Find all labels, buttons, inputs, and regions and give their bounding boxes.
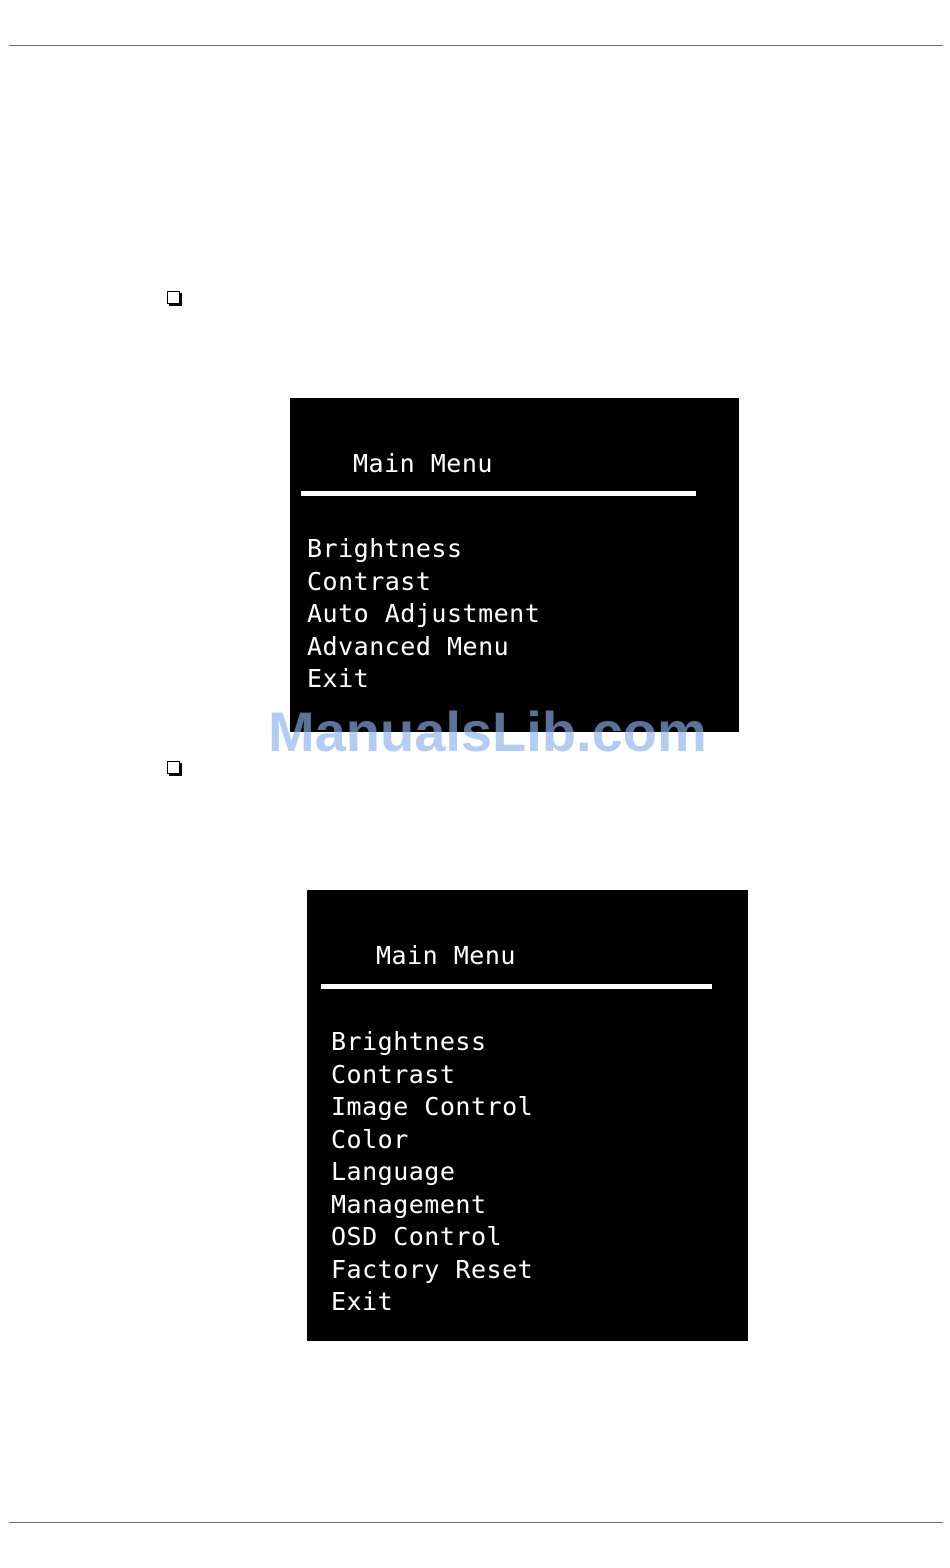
- osd-basic-menu: [290, 398, 739, 732]
- osd-menu-title: Main Menu: [376, 941, 516, 970]
- osd-menu-item-brightness[interactable]: Brightness: [331, 1027, 487, 1056]
- osd-menu-title: Main Menu: [353, 449, 493, 478]
- osd-menu-item-factory-reset[interactable]: Factory Reset: [331, 1254, 534, 1284]
- osd-menu-item-exit[interactable]: Exit: [307, 664, 370, 693]
- osd-menu-item-contrast[interactable]: Contrast: [331, 1059, 456, 1089]
- osd-menu-item-advanced-menu[interactable]: Advanced Menu: [307, 631, 510, 661]
- osd-menu-item-auto-adjustment[interactable]: Auto Adjustment: [307, 599, 541, 628]
- osd-title-divider: [321, 984, 712, 989]
- checkbox-icon: [167, 761, 180, 774]
- osd-title-divider: [301, 491, 696, 496]
- osd-advanced-menu: [307, 890, 748, 1341]
- osd-menu-item-color[interactable]: Color: [331, 1124, 409, 1154]
- osd-menu-item-exit[interactable]: Exit: [331, 1287, 394, 1316]
- checkbox-icon: [167, 291, 180, 304]
- osd-menu-list: [331, 1026, 533, 1319]
- osd-menu-item-brightness[interactable]: Brightness: [307, 534, 463, 563]
- header-rule: [9, 45, 943, 46]
- osd-menu-item-management[interactable]: Management: [331, 1189, 487, 1219]
- footer-rule: [9, 1522, 943, 1523]
- osd-menu-list: [307, 533, 540, 696]
- osd-menu-item-language[interactable]: Language: [331, 1157, 456, 1186]
- osd-menu-item-image-control[interactable]: Image Control: [331, 1092, 534, 1121]
- osd-menu-item-osd-control[interactable]: OSD Control: [331, 1222, 503, 1251]
- osd-menu-item-contrast[interactable]: Contrast: [307, 566, 432, 596]
- watermark: ManualsLib.com: [268, 700, 707, 763]
